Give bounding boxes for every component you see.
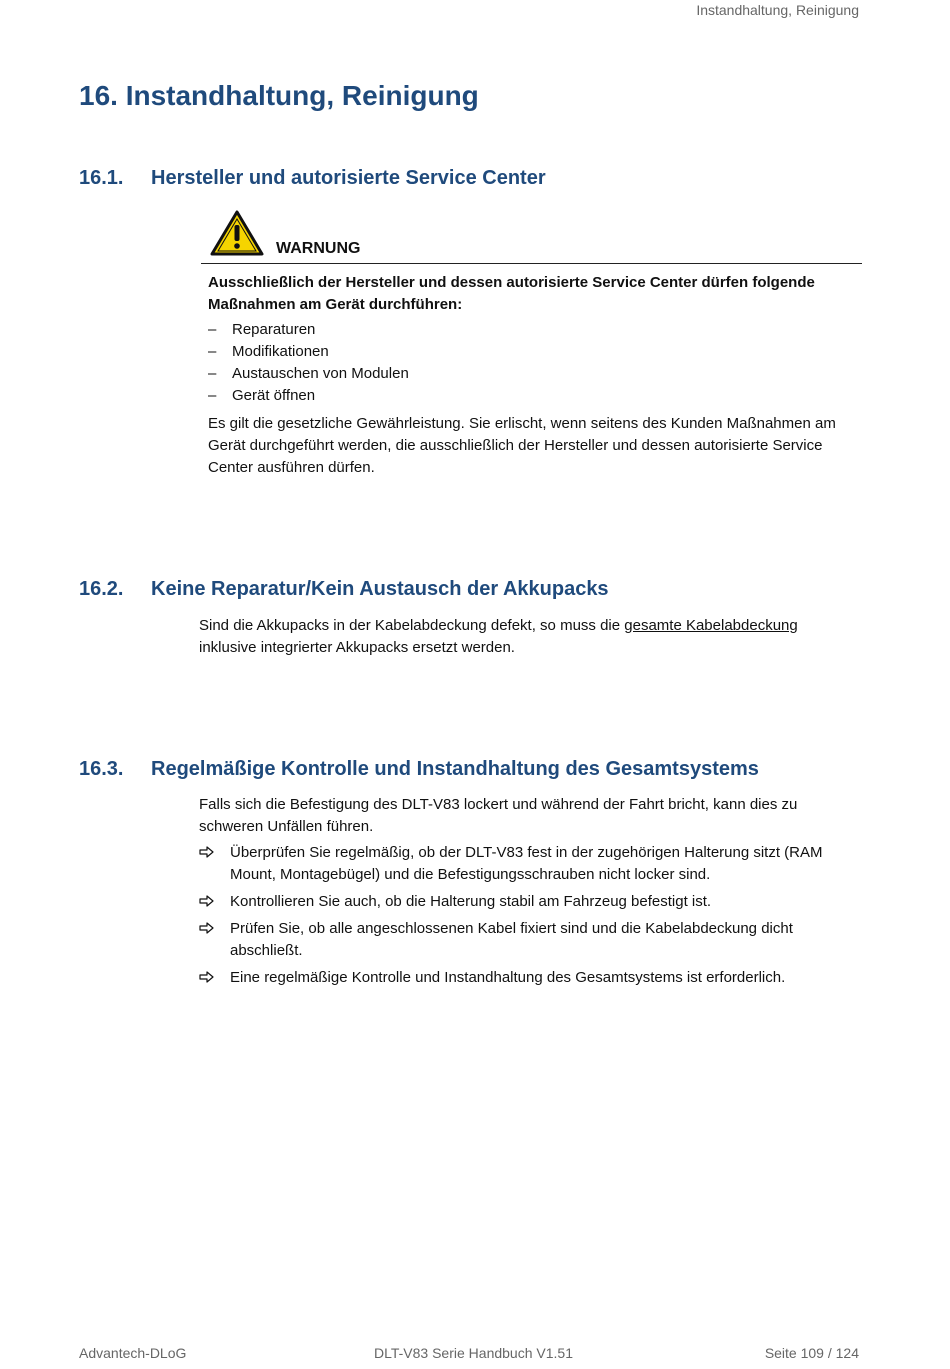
list-item: – Gerät öffnen <box>208 385 862 407</box>
underlined-text: gesamte Kabelabdeckung <box>624 617 798 634</box>
warning-list <box>208 319 862 407</box>
footer-left: Advantech-DLoG <box>79 1345 187 1361</box>
warning-triangle-icon <box>210 210 264 256</box>
list-item <box>199 918 839 962</box>
section-title: Regelmäßige Kontrolle und Instandhaltung des Gesamtsystems <box>151 758 759 780</box>
arrow-right-icon <box>199 922 215 934</box>
arrow-right-icon <box>199 895 215 907</box>
section-16-3-body <box>199 794 839 994</box>
list-item-text: Eine regelmäßige Kontrolle und Instandhaltung des Gesamtsystems ist erforderlich. <box>230 969 786 986</box>
text-after: inklusive integrierter Akkupacks ersetzt werden. <box>199 639 515 656</box>
section-title: Keine Reparatur/Kein Austausch der Akkupacks <box>151 578 609 600</box>
list-item <box>199 891 839 913</box>
footer-page-number: Seite 109 / 124 <box>764 1345 859 1361</box>
section-number: 16.2. <box>79 578 124 600</box>
warning-header <box>201 208 862 264</box>
section-title: Hersteller und autorisierte Service Center <box>151 167 546 189</box>
warning-label: WARNUNG <box>276 240 361 257</box>
warning-body <box>201 264 862 479</box>
section-number: 16.3. <box>79 758 124 780</box>
chapter-title: 16. Instandhaltung, Reinigung <box>79 80 479 111</box>
section-heading-16-1 <box>79 167 546 190</box>
list-item: – Austauschen von Modulen <box>208 363 862 385</box>
checklist <box>199 842 839 989</box>
running-header: Instandhaltung, Reinigung <box>696 2 859 18</box>
list-item: – Reparaturen <box>208 319 862 341</box>
warning-box <box>201 208 862 479</box>
arrow-right-icon <box>199 971 215 983</box>
warranty-note: Es gilt die gesetzliche Gewährleistung. Sie erlischt, wenn seitens des Kunden Maßnahmen am Gerät durchgeführt werden, die ausschließlich der Hersteller und dessen autorisierte Service Center ausführen dürfen. <box>208 415 836 476</box>
section-number: 16.1. <box>79 167 124 189</box>
text-before: Sind die Akkupacks in der Kabelabdeckung defekt, so muss die <box>199 617 625 634</box>
section-heading-16-3 <box>79 758 759 781</box>
list-item <box>199 967 839 989</box>
list-item <box>199 842 839 886</box>
section-16-2-text <box>199 615 839 659</box>
footer-center: DLT-V83 Serie Handbuch V1.51 <box>374 1345 573 1361</box>
section-heading-16-2 <box>79 578 609 601</box>
list-item-text: Überprüfen Sie regelmäßig, ob der DLT-V83 fest in der zugehörigen Halterung sitzt (RAM Mount, Montagebügel) und die Befestigungsschrauben nicht locker sind. <box>230 844 823 883</box>
list-item-text: Kontrollieren Sie auch, ob die Halterung stabil am Fahrzeug befestigt ist. <box>230 893 712 910</box>
section-16-3-intro: Falls sich die Befestigung des DLT-V83 lockert und während der Fahrt bricht, kann dies zu schweren Unfällen führen. <box>199 796 798 835</box>
arrow-right-icon <box>199 846 215 858</box>
list-item-text: Prüfen Sie, ob alle angeschlossenen Kabel fixiert sind und die Kabelabdeckung dicht abschließt. <box>230 920 793 959</box>
warning-intro: Ausschließlich der Hersteller und dessen autorisierte Service Center dürfen folgende Maßnahmen am Gerät durchführen: <box>208 274 815 313</box>
list-item: – Modifikationen <box>208 341 862 363</box>
